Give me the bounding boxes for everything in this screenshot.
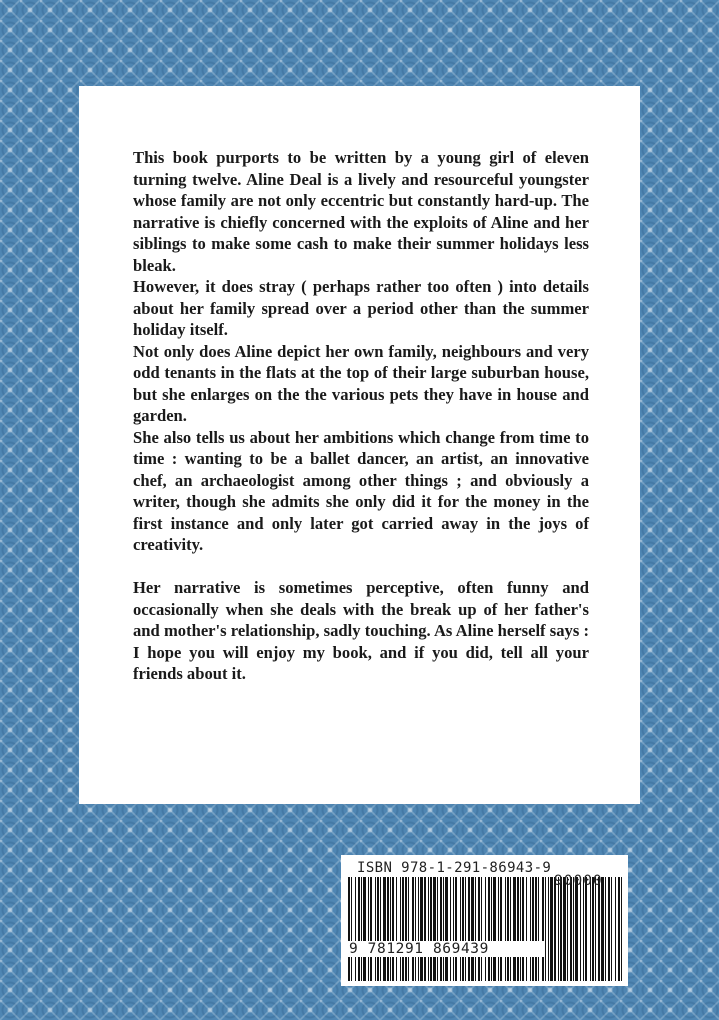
barcode-bar	[363, 877, 366, 981]
barcode-bar	[517, 877, 519, 981]
blurb-paragraph-5: Her narrative is sometimes perceptive, often funny and occasionally when she deals with the break up of her father's and mother's relationship, sadly touching. As Aline herself says : I hope you will enjoy my book, and if you did, tell all your friends about it.	[133, 578, 589, 683]
barcode-bar	[575, 877, 578, 981]
barcode-bars	[348, 877, 622, 981]
barcode-bar	[522, 877, 524, 981]
barcode-bar	[488, 877, 490, 981]
barcode-bar	[621, 877, 622, 981]
barcode-bar	[420, 877, 423, 981]
barcode-bar	[468, 877, 470, 981]
barcode-bar	[430, 877, 432, 981]
barcode-bar	[550, 877, 553, 981]
barcode-bar	[485, 877, 486, 981]
barcode-bar	[380, 877, 381, 981]
barcode-bar	[383, 877, 386, 981]
barcode-bar	[440, 877, 442, 981]
barcode-bar	[400, 877, 401, 981]
barcode-bar	[392, 877, 394, 981]
barcode-bar	[526, 877, 527, 981]
isbn-label: ISBN 978-1-291-86943-9	[357, 860, 552, 876]
barcode-bar	[563, 877, 566, 981]
barcode-bar	[478, 877, 480, 981]
barcode-bar	[462, 877, 464, 981]
barcode-bar	[491, 877, 492, 981]
barcode-bar	[455, 877, 457, 981]
barcode-bar	[390, 877, 391, 981]
barcode-bar	[510, 877, 511, 981]
barcode-bar	[375, 877, 376, 981]
barcode-bar	[405, 877, 407, 981]
barcode-bar	[535, 877, 537, 981]
barcode-bar	[355, 877, 356, 981]
barcode-bar	[583, 877, 584, 981]
barcode-bar	[471, 877, 474, 981]
barcode-bar	[377, 877, 379, 981]
barcode-bar	[493, 877, 496, 981]
barcode-bar	[428, 877, 429, 981]
barcode-bar	[498, 877, 499, 981]
barcode-bar	[505, 877, 506, 981]
blurb-panel	[79, 86, 640, 804]
barcode-bar	[530, 877, 531, 981]
barcode-bar	[567, 877, 568, 981]
barcode-bar	[358, 877, 360, 981]
ean-digits: 9 781291 869439	[347, 941, 545, 957]
barcode-bar	[348, 877, 350, 981]
barcode-bar	[598, 877, 600, 981]
barcode-bar	[545, 877, 546, 981]
barcode-bar	[433, 877, 436, 981]
isbn-barcode	[341, 855, 628, 986]
barcode-bar	[412, 877, 414, 981]
barcode-bar	[415, 877, 416, 981]
barcode-bar	[538, 877, 539, 981]
barcode-bar	[418, 877, 419, 981]
barcode-bar	[608, 877, 610, 981]
barcode-bar	[396, 877, 397, 981]
barcode-bar	[611, 877, 612, 981]
blurb-paragraph-2: However, it does stray ( perhaps rather too often ) into details about her family spread over a period other than the summer holiday itself.	[133, 277, 589, 339]
barcode-bar	[368, 877, 369, 981]
barcode-bar	[585, 877, 587, 981]
blurb-text	[133, 147, 589, 685]
barcode-bar	[532, 877, 534, 981]
barcode-bar	[507, 877, 509, 981]
barcode-bar	[618, 877, 620, 981]
barcode-bar	[542, 877, 544, 981]
barcode-bar	[445, 877, 448, 981]
barcode-bar	[558, 877, 559, 981]
barcode-bar	[548, 877, 549, 981]
barcode-bar	[450, 877, 451, 981]
barcode-bar	[351, 877, 352, 981]
barcode-bar	[443, 877, 444, 981]
barcode-bar	[370, 877, 372, 981]
barcode-bar	[408, 877, 409, 981]
barcode-bar	[437, 877, 438, 981]
barcode-bar	[592, 877, 594, 981]
barcode-bar	[560, 877, 562, 981]
blurb-paragraph-1: This book purports to be written by a young girl of eleven turning twelve. Aline Deal is a lively and resourceful youngster whose family are not only eccentric but constantly hard-up. The narrative is chiefly concerned with the exploits of Aline and her siblings to make some cash to make their summer holidays less bleak.	[133, 148, 589, 275]
barcode-bar	[590, 877, 591, 981]
barcode-bar	[361, 877, 362, 981]
barcode-bar	[460, 877, 461, 981]
barcode-bar	[475, 877, 476, 981]
barcode-bar	[615, 877, 616, 981]
barcode-bar	[520, 877, 521, 981]
barcode-bar	[481, 877, 482, 981]
barcode-bar	[601, 877, 604, 981]
barcode-bar	[387, 877, 389, 981]
blurb-paragraph-3: Not only does Aline depict her own family, neighbours and very odd tenants in the flats at the top of their large suburban house, but she enlarges on the the various pets they have in house and garden.	[133, 341, 589, 425]
barcode-bar	[465, 877, 466, 981]
barcode-bar	[402, 877, 404, 981]
barcode-bar	[453, 877, 454, 981]
barcode-bar	[605, 877, 606, 981]
barcode-bar	[554, 877, 556, 981]
barcode-bar	[580, 877, 581, 981]
barcode-bar	[570, 877, 572, 981]
blurb-paragraph-4: She also tells us about her ambitions which change from time to time : wanting to be a ballet dancer, an artist, an innovative chef, an archaeologist among other things ; and obviously a writer, though she admits she only did it for the money in the first instance and only later got carried away in the joys of creativity.	[133, 427, 589, 554]
barcode-bar	[595, 877, 596, 981]
barcode-bar	[573, 877, 574, 981]
barcode-bar	[424, 877, 426, 981]
barcode-bar	[513, 877, 516, 981]
barcode-bar	[500, 877, 502, 981]
price-code: 90000	[554, 873, 603, 889]
